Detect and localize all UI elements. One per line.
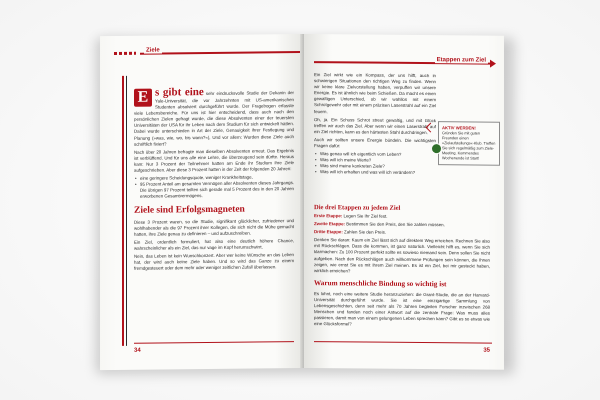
arrow-right-icon [490,60,496,68]
results-list [134,174,294,200]
paragraph-2: Oh, ja. Ein Schuss Schrot streut gewaltig, und mit Glück treffen wir auch das Ziel. Aber wenn wir einen Laserstrahl auf ein Ziel richten, kann es den härtesten Stahl durchdringen. [314,116,436,135]
stage-3 [314,229,490,237]
sidebox-text: Gründen Sie mit guten Freunden einen »Zielaufstellungs«-Klub. Treffen Sie sich regelmäßig zum Ziele-Meeting. Kommendes Wochenende ist Start! [442,131,496,161]
footer-rule [314,341,492,344]
left-header-label: Ziele [146,47,160,54]
right-running-header [314,56,496,68]
drop-cap: E [134,89,152,107]
paragraph-5: Nein, das Leben ist kein Wunschkonzert. Aber wer keine Wünsche an das Leben hat, der wird auch keine Ziele haben. Und so wird das Ganze zu einem fremdgesteuert oder dem mehr oder weniger zeitlichen Zufall überlassen. [134,252,294,271]
stage-label: Erste Etappe: [314,213,343,219]
right-header-label: Etappen zum Ziel [436,57,486,64]
intro-text: sehr eindrucksvolle Studie der Dekanin der Yale-Universität, die vor Jahrzehnten mit US-amerikanischen Studenten absolviert durchgeführt wurde. Der Fragebogen erfasste viele Lebensbereiche. Für uns ist hier entscheidend, dass auch nach den persönlichen Zielen gefragt wurde, die diese Absolventen einer der teuersten Universitäten der USA für ihr Leben nach dem Studium für sich entwickelt hätten. Dabei wurde unterschieden in Art der Ziele, Genauigkeit ihrer Festlegung und Planung (»was, wie, wo, bis wann?«), Und vor allem: Wurden diese Ziele auch schriftlich fixiert? [134,90,294,147]
list-item: • Was sind meine konkreten Ziele? [320,163,436,170]
right-text-column-bottom [314,201,490,331]
list-item: • eine geringere Scheidungsquote, weniger Krankheitstage, [140,174,294,182]
paragraph-5: Es lohnt, noch eine weitere Studie heranzuziehen: die Grant-Studie, die an der Harvard-Universität durchgeführt wurde. Sie ist eine einzigartige Sammlung von Lebensgeschichten, denn seit mehr als 70 Jahren begleiten Forscher inzwischen 268 Menschen und fanden noch einer Antwort auf die zentrale Frage: Was muss alles passieren, damit man von einem gelungenen Leben sprechen kann? Gibt es so etwas wie eine Glücksformel? [314,290,490,327]
paragraph-2: Nach über 20 Jahren befragte man dieselben Absolventen erneut. Das Ergebnis ist verblüffend. Und für uns alle eine Lehre, die überzeugend sein dürfte. Heraus kam: Nur 3 Prozent der Teilnehmer hatten am Ende ihr Studium ihre Ziele aufgeschrieben. Aber diese 3 Prozent hatten in der Zeit der folgenden 20 Jahren: [134,147,294,173]
list-item: • Was will ich erhalten und was will ich verändern? [320,170,436,177]
intro-paragraph [134,86,294,147]
stage-text: Zahlen Sie den Preis. [344,229,387,235]
right-page [304,34,504,370]
green-dot-icon [432,144,441,153]
action-sidebox [438,121,500,166]
stage-label: Dritte Etappe: [314,229,343,235]
right-text-column-top [314,72,436,179]
paragraph-1: Ein Ziel wirkt wie ein Kompass, der uns hilft, auch in schwierigen Situationen den richtigen Weg zu finden. Wenn wir keine klare Zielvorstellung haben, verpuffen wir unsere Energie. Es ist ähnlich wie beim Schießen. Da macht es einen gewaltigen Unterschied, ob wir wahllos mit einem Schrotgewehr oder mit einem präzisen Laserstrahl auf ein Ziel feuern. [314,72,436,114]
header-dash-ornament [114,52,136,55]
section-heading: Warum menschliche Bindung so wichtig ist [314,278,447,289]
stage-text: Legen Sie Ihr Ziel fest. [343,213,388,219]
page-number-left: 34 [134,347,141,354]
list-item: • Was genau will ich eigentlich vom Leben? [320,151,436,158]
section-heading: Ziele sind Erfolgsmagneten [134,204,245,216]
margin-rule-dark [126,76,127,346]
stage-label: Zweite Etappe: [314,221,345,227]
list-item: • 95 Prozent Anteil am gesamten Vermögen aller Absolventen dieses Jahrgangs. Die übrigen 97 Prozent teilten sich gerade mal 5 Prozent des in den 20 Jahren erworbenen Gesamtvermögens. [140,180,294,200]
open-book [100,34,504,368]
footer-rule [134,341,294,344]
page-number-right: 35 [483,347,490,354]
stage-2 [314,221,490,229]
paragraph-3: Auch wir sollten unsere Energie bündeln. Die wichtigsten Fragen dafür: [314,137,436,149]
lead-in: s gibt eine [155,86,204,99]
header-rule [140,51,300,54]
questions-list [314,151,436,176]
paragraph-4: Ein Ziel, ordentlich formuliert, hat also eine deutlich höhere Chance, wahrscheinlicher als ein Ziel, das nur vage im Kopf herumschwirrt. [134,237,294,251]
paragraph-3: Diese 3 Prozent waren, so die Studie, signifikant glücklicher, zufriedener und wohlhabender als die 97 Prozent ihrer Kollegen, die sich nicht die Mühe gemacht hatten, ihre Ziele genau zu definieren – und aufzuschreiben. [134,217,294,237]
paragraph-4: Denken Sie daran: Kaum ein Ziel lässt sich auf direktem Weg erreichen. Rechnen Sie also mit Rückschlägen. Dass die kommen, ist ganz natürlich. Vielleicht hilft es, wenn Sie sich klarmachen: Zu 100 Prozent perfekt sollte es sowieso niemand sein. Denn sollen Sie nicht aufgeben. Nach den Rückschlägen auch willkommene Prüfungen sein können, die Ihnen zeigen, wie ernst Sie es mit Ihrem Ziel meinen. Es ist ein Ziel, bei mir gesteckt haben, wirklich erreichen? [314,237,490,274]
stage-1 [314,213,490,221]
stage-text: Bestimmen Sie den Preis, den Sie zahlen müssen. [346,221,445,228]
sidebox-title: AKTIV WERDEN! [442,125,476,131]
list-item: • Was will ich meine Werte? [320,157,436,164]
margin-rule-red [122,76,124,346]
left-page [100,34,304,370]
left-text-column [134,86,294,274]
subsection-heading: Die drei Etappen zu jedem Ziel [314,204,401,212]
left-running-header [114,46,300,58]
